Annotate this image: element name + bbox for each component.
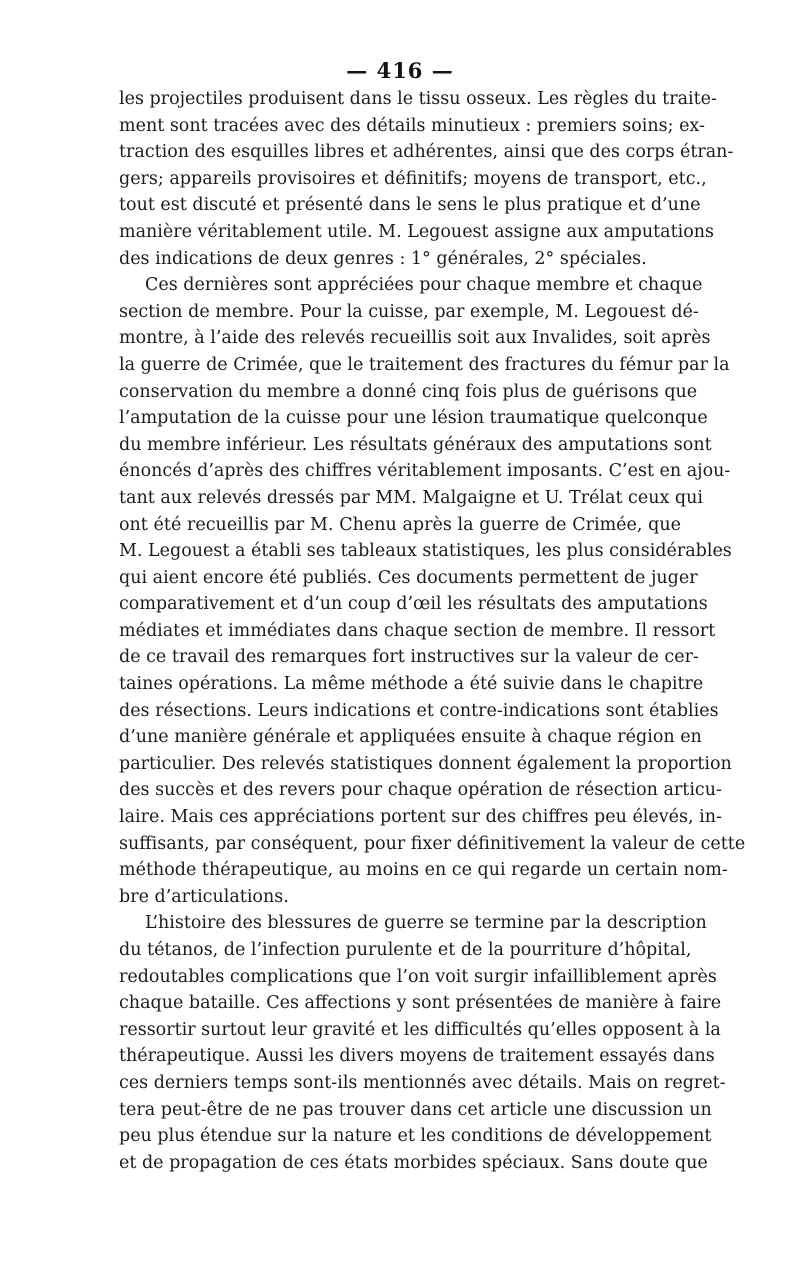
text-line: et de propagation de ces états morbides spéciaux. Sans doute que — [119, 1152, 708, 1173]
text-line: du membre inférieur. Les résultats généraux des amputations sont — [119, 434, 712, 455]
text-line: thérapeutique. Aussi les divers moyens de traitement essayés dans — [119, 1046, 715, 1067]
text-line: ces derniers temps sont-ils mentionnés avec détails. Mais on regret- — [119, 1072, 726, 1093]
text-line: manière véritablement utile. M. Legouest assigne aux amputations — [119, 221, 715, 242]
text-line: bre d’articulations. — [119, 886, 289, 907]
body-text — [119, 86, 746, 1176]
text-line: suffisants, par conséquent, pour fixer définitivement la valeur de cette — [119, 833, 746, 854]
text-line: tant aux relevés dressés par MM. Malgaigne et U. Trélat ceux qui — [119, 487, 703, 508]
page-number: — 416 — — [346, 58, 454, 83]
text-line: ment sont tracées avec des détails minutieux : premiers soins; ex- — [119, 115, 705, 136]
text-line: M. Legouest a établi ses tableaux statistiques, les plus considérables — [119, 541, 732, 562]
text-line: peu plus étendue sur la nature et les conditions de développement — [119, 1126, 712, 1147]
text-line: des indications de deux genres : 1° générales, 2° spéciales. — [119, 248, 647, 269]
text-line: des résections. Leurs indications et contre-indications sont établies — [119, 700, 719, 721]
text-line: traction des esquilles libres et adhérentes, ainsi que des corps étran- — [119, 142, 734, 163]
text-line: ont été recueillis par M. Chenu après la guerre de Crimée, que — [119, 514, 681, 535]
text-line: tera peut-être de ne pas trouver dans cet article une discussion un — [119, 1099, 712, 1120]
text-line: tout est discuté et présenté dans le sens le plus pratique et d’une — [119, 195, 701, 216]
text-line: la guerre de Crimée, que le traitement des fractures du fémur par la — [119, 354, 730, 375]
text-line: comparativement et d’un coup d’œil les résultats des amputations — [119, 594, 708, 615]
text-line: L’histoire des blessures de guerre se termine par la description — [145, 913, 707, 934]
text-line: méthode thérapeutique, au moins en ce qui regarde un certain nom- — [119, 860, 728, 881]
text-line: énoncés d’après des chiffres véritablement imposants. C’est en ajou- — [119, 461, 731, 482]
text-line: médiates et immédiates dans chaque section de membre. Il ressort — [119, 620, 716, 641]
paragraph — [119, 910, 726, 1176]
text-line: du tétanos, de l’infection purulente et de la pourriture d’hôpital, — [119, 940, 692, 960]
paragraph — [119, 272, 746, 910]
text-line: Ces dernières sont appréciées pour chaque membre et chaque — [145, 275, 703, 296]
text-line: taines opérations. La même méthode a été suivie dans le chapitre — [119, 674, 704, 695]
text-line: qui aient encore été publiés. Ces documents permettent de juger — [119, 567, 698, 588]
text-line: gers; appareils provisoires et définitifs; moyens de transport, etc., — [119, 168, 707, 189]
text-line: d’une manière générale et appliquées ensuite à chaque région en — [119, 727, 702, 748]
text-line: redoutables complications que l’on voit surgir infailliblement après — [119, 966, 717, 987]
text-line: particulier. Des relevés statistiques donnent également la proportion — [119, 753, 732, 774]
text-line: conservation du membre a donné cinq fois plus de guérisons que — [119, 381, 698, 402]
text-line: montre, à l’aide des relevés recueillis soit aux Invalides, soit après — [119, 328, 711, 349]
text-line: des succès et des revers pour chaque opération de résection articu- — [119, 780, 722, 801]
paragraph — [119, 86, 734, 272]
text-line: ressortir surtout leur gravité et les difficultés qu’elles opposent à la — [119, 1019, 721, 1040]
text-line: section de membre. Pour la cuisse, par exemple, M. Legouest dé- — [119, 301, 699, 322]
text-line: de ce travail des remarques fort instructives sur la valeur de cer- — [119, 647, 699, 668]
text-line: les projectiles produisent dans le tissu osseux. Les règles du traite- — [119, 89, 717, 109]
text-line: laire. Mais ces appréciations portent sur des chiffres peu élevés, in- — [119, 807, 722, 828]
text-line: l’amputation de la cuisse pour une lésion traumatique quelconque — [119, 408, 708, 429]
text-line: chaque bataille. Ces affections y sont présentées de manière à faire — [119, 993, 722, 1014]
